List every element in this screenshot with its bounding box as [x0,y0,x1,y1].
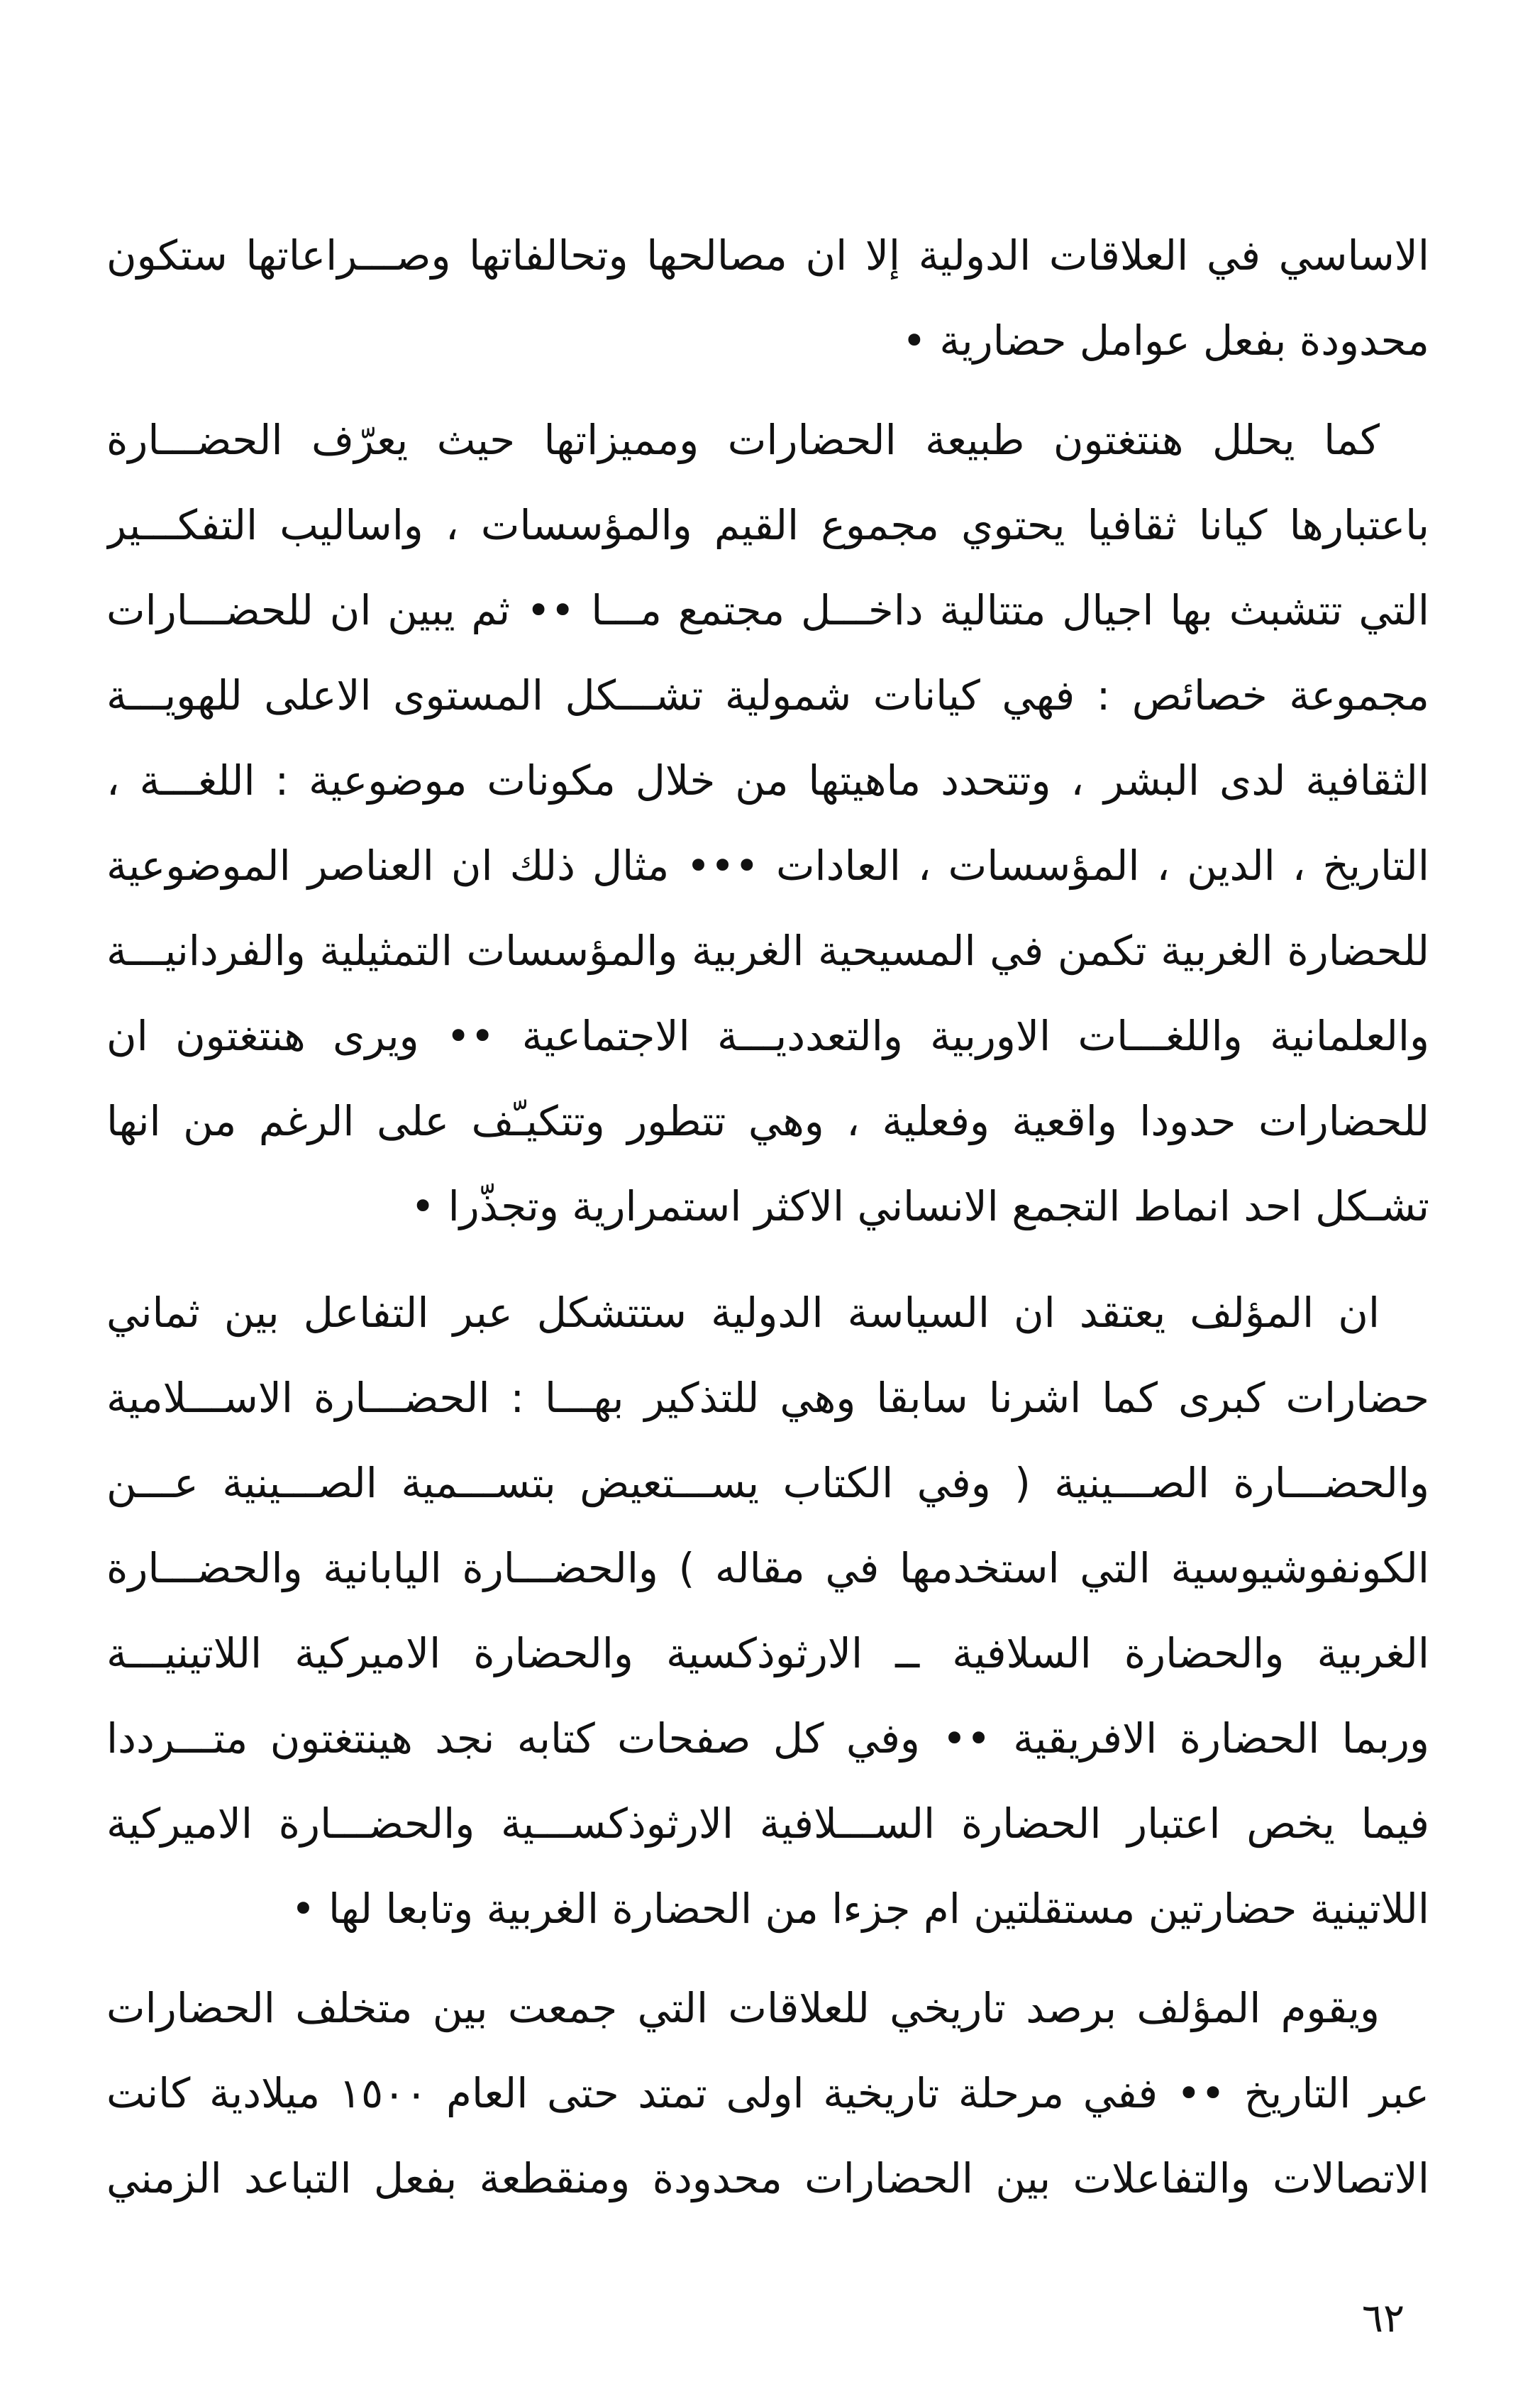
text-line: ان المؤلف يعتقد ان السياسة الدولية ستتشكل عبر التفاعل بين ثماني [106,1289,1380,1337]
text-line: باعتبارها كيانا ثقافيا يحتوي مجموع القيم والمؤسسات ، واساليب التفكـــير [106,501,1429,549]
text-line: حضارات كبرى كما اشرنا سابقا وهي للتذكير بهـــا : الحضـــارة الاســـلامية [106,1374,1429,1422]
text-line: وربما الحضارة الافريقية •• وفي كل صفحات كتابه نجد هينتغتون متـــرددا [106,1714,1429,1763]
text-line: مجموعة خصائص : فهي كيانات شمولية تشـــكل المستوى الاعلى للهويـــة [106,671,1429,719]
text-line: الثقافية لدى البشر ، وتتحدد ماهيتها من خلال مكونات موضوعية : اللغـــة ، [106,756,1429,805]
paragraph-4 [106,1965,1429,2221]
page-number: ٦٢ [1361,2295,1405,2342]
text-line: فيما يخص اعتبار الحضارة الســـلافية الارثوذكســـية والحضـــارة الاميركية [106,1799,1429,1848]
text-line: تشـكل احد انماط التجمع الانساني الاكثر استمرارية وتجذّرا • [411,1182,1429,1230]
text-line: والحضـــارة الصـــينية ( وفي الكتاب يســـتعيض بتســـمية الصـــينية عـــن [106,1459,1429,1507]
text-line: للحضارات حدودا واقعية وفعلية ، وهي تتطور وتتكيـّف على الرغم من انها [106,1097,1429,1145]
text-line: الكونفوشيوسية التي استخدمها في مقاله ) والحضـــارة اليابانية والحضـــارة [106,1544,1429,1592]
text-line: ويقوم المؤلف برصد تاريخي للعلاقات التي جمعت بين متخلف الحضارات [106,1984,1380,2032]
text-line: الاساسي في العلاقات الدولية إلا ان مصالحها وتحالفاتها وصـــراعاتها ستكون [106,231,1429,280]
text-line: للحضارة الغربية تكمن في المسيحية الغربية والمؤسسات التمثيلية والفردانيـــة [106,927,1429,975]
paragraph-3 [106,1270,1429,1951]
text-line: الغربية والحضارة السلافية ــ الارثوذكسية والحضارة الاميركية اللاتينيـــة [106,1629,1429,1677]
text-line: والعلمانية واللغـــات الاوربية والتعدديـــة الاجتماعية •• ويرى هنتغتون ان [106,1012,1429,1060]
text-line: كما يحلل هنتغتون طبيعة الحضارات ومميزاتها حيث يعرّف الحضـــارة [106,416,1380,464]
paragraph-1 [106,213,1429,383]
text-line: التاريخ ، الدين ، المؤسسات ، العادات ••• مثال ذلك ان العناصر الموضوعية [106,842,1429,890]
text-line: التي تتشبث بها اجيال متتالية داخـــل مجتمع مـــا •• ثم يبين ان للحضـــارات [106,586,1429,634]
text-line: اللاتينية حضارتين مستقلتين ام جزءا من الحضارة الغربية وتابعا لها • [291,1885,1429,1933]
text-line: محدودة بفعل عوامل حضارية • [902,316,1429,365]
paragraph-2 [106,397,1429,1249]
text-line: الاتصالات والتفاعلات بين الحضارات محدودة ومنقطعة بفعل التباعد الزمني [106,2154,1429,2202]
text-line: عبر التاريخ •• ففي مرحلة تاريخية اولى تمتد حتى العام ١٥٠٠ ميلادية كانت [106,2069,1429,2117]
